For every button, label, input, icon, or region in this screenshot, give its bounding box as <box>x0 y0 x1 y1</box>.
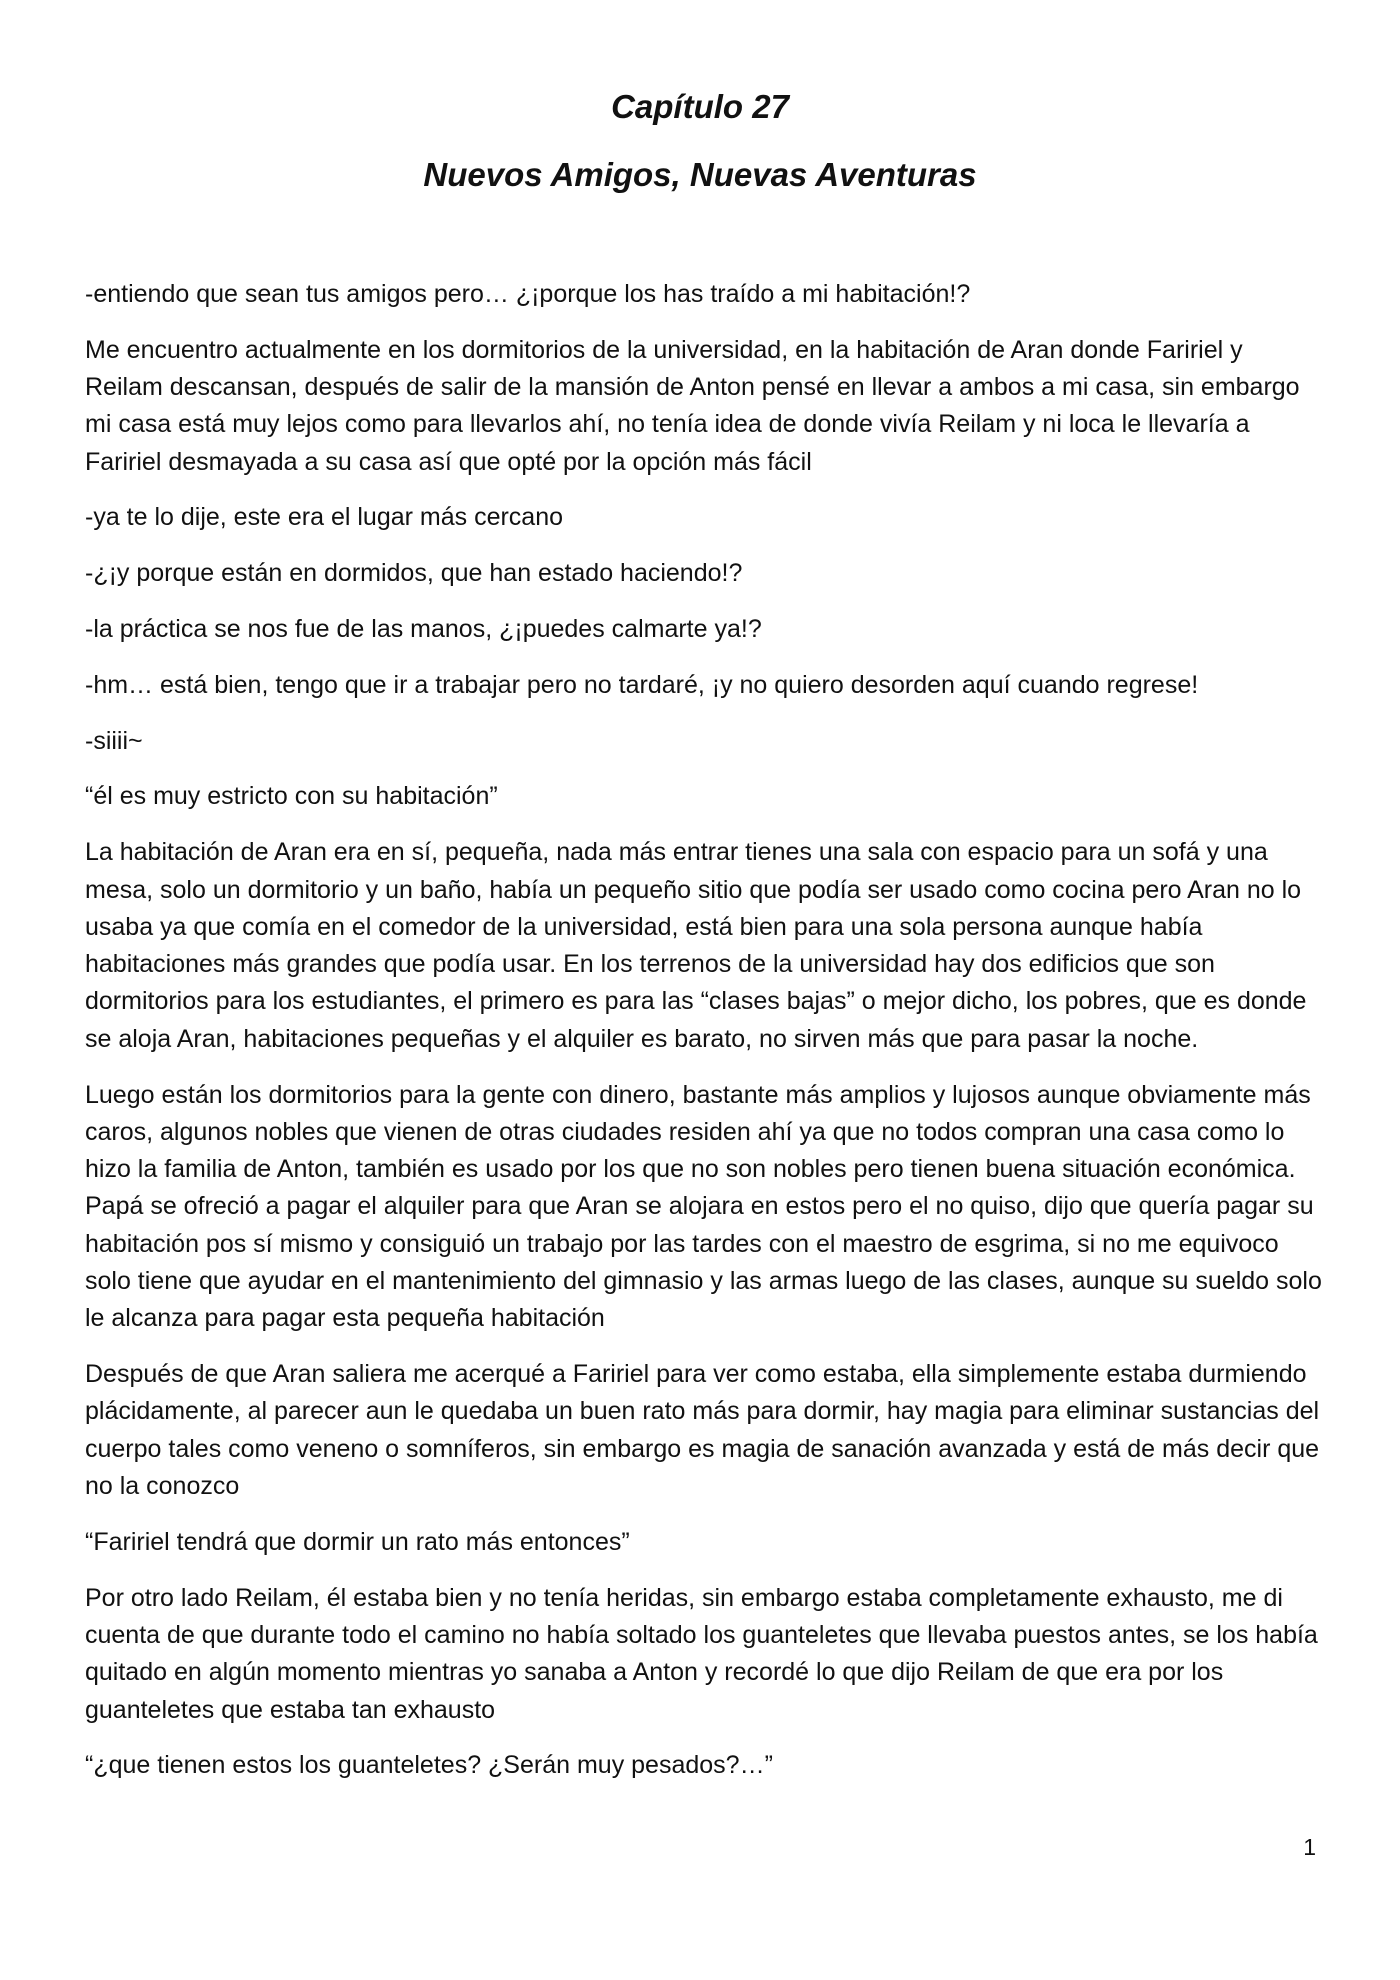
paragraph: -siiii~ <box>85 726 143 755</box>
paragraph: -¿¡y porque están en dormidos, que han estado haciendo!? <box>85 559 743 588</box>
paragraph: “¿que tienen estos los guanteletes? ¿Serán muy pesados?…” <box>85 1751 773 1780</box>
paragraph: -entiendo que sean tus amigos pero… ¿¡porque los has traído a mi habitación!? <box>85 280 971 308</box>
chapter-title: Nuevos Amigos, Nuevas Aventuras <box>423 156 977 193</box>
chapter-number: Capítulo 27 <box>611 88 789 125</box>
chapter-body <box>85 276 1325 1803</box>
paragraph: -hm… está bien, tengo que ir a trabajar pero no tardaré, ¡y no quiero desorden aquí cuando regrese! <box>85 670 1199 699</box>
paragraph: Por otro lado Reilam, él estaba bien y no tenía heridas, sin embargo estaba completamente exhausto, me di cuenta de que durante todo el camino no había soltado los guanteletes que llevaba puestos antes, se los había quitado en algún momento mientras yo sanaba a Anton y recordé lo que dijo Reilam de que era por los guanteletes que estaba tan exhausto <box>85 1583 1318 1724</box>
page-number: 1 <box>1303 1834 1316 1860</box>
paragraph: “él es muy estricto con su habitación” <box>85 782 498 811</box>
paragraph: La habitación de Aran era en sí, pequeña, nada más entrar tienes una sala con espacio para un sofá y una mesa, solo un dormitorio y un baño, había un pequeño sitio que podía ser usado como cocina pero Aran no lo usaba ya que comía en el comedor de la universidad, está bien para una sola persona aunque había habitaciones más grandes que podía usar. En los terrenos de la universidad hay dos edificios que son dormitorios para los estudiantes, el primero es para las “clases bajas” o mejor dicho, los pobres, que es donde se aloja Aran, habitaciones pequeñas y el alquiler es barato, no sirven más que para pasar la noche. <box>85 838 1307 1053</box>
paragraph: “Faririel tendrá que dormir un rato más entonces” <box>85 1527 630 1556</box>
paragraph: -ya te lo dije, este era el lugar más cercano <box>85 503 564 532</box>
chapter-header <box>0 82 1400 200</box>
paragraph: Me encuentro actualmente en los dormitorios de la universidad, en la habitación de Aran donde Faririel y Reilam descansan, después de salir de la mansión de Anton pensé en llevar a ambos a mi casa, sin embargo mi casa está muy lejos como para llevarlos ahí, no tenía idea de donde vivía Reilam y ni loca le llevaría a Faririel desmayada a su casa así que opté por la opción más fácil <box>85 335 1300 476</box>
paragraph: Luego están los dormitorios para la gente con dinero, bastante más amplios y lujosos aunque obviamente más caros, algunos nobles que vienen de otras ciudades residen ahí ya que no todos compran una casa como lo hizo la familia de Anton, también es usado por los que no son nobles pero tienen buena situación económica. Papá se ofreció a pagar el alquiler para que Aran se alojara en estos pero el no quiso, dijo que quería pagar su habitación pos sí mismo y consiguió un trabajo por las tardes con el maestro de esgrima, si no me equivoco solo tiene que ayudar en el mantenimiento del gimnasio y las armas luego de las clases, aunque su sueldo solo le alcanza para pagar esta pequeña habitación <box>85 1080 1322 1333</box>
paragraph: -la práctica se nos fue de las manos, ¿¡puedes calmarte ya!? <box>85 615 762 644</box>
paragraph: Después de que Aran saliera me acerqué a Faririel para ver como estaba, ella simplemente estaba durmiendo plácidamente, al parecer aun le quedaba un buen rato más para dormir, hay magia para eliminar sustancias del cuerpo tales como veneno o somníferos, sin embargo es magia de sanación avanzada y está de más decir que no la conozco <box>85 1360 1320 1501</box>
